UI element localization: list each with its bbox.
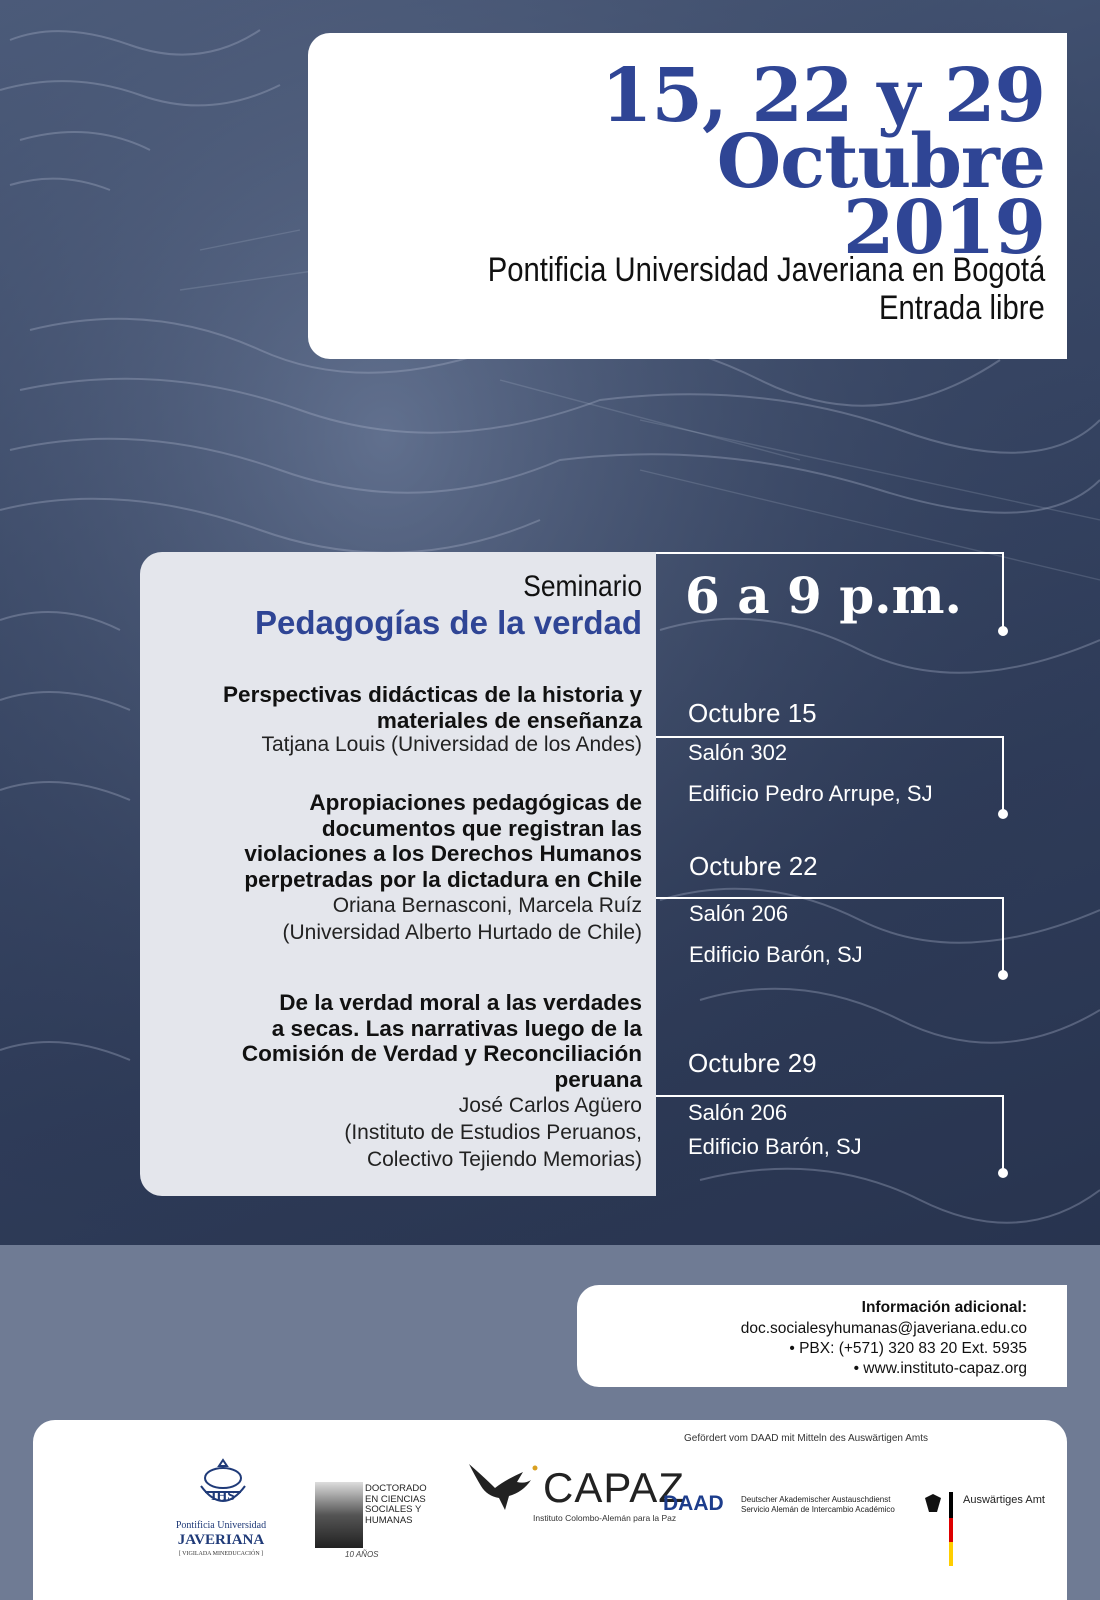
- seminar-time: 6 a 9 p.m.: [685, 566, 962, 625]
- talk-author-line: José Carlos Agüero: [458, 1094, 642, 1117]
- doctorado-text: [365, 1484, 427, 1526]
- doctorado-logo: [315, 1482, 427, 1559]
- connector-dot: [998, 809, 1008, 819]
- daad-name: DAAD: [663, 1492, 724, 1515]
- event-dates: 15, 22 y 29: [601, 53, 1045, 139]
- capaz-dove-icon: [465, 1458, 545, 1518]
- connector-dot: [998, 626, 1008, 636]
- schedule-date-1: Octubre 15: [688, 698, 817, 728]
- talk-author-line: Colectivo Tejiendo Memorias): [366, 1148, 642, 1171]
- talk-title-line: a secas. Las narrativas luego de la: [271, 1015, 642, 1041]
- svg-text:IHS: IHS: [210, 1489, 236, 1504]
- auswaertiges-amt-name: Auswärtiges Amt: [963, 1494, 1045, 1506]
- talk-author-line: Tatjana Louis (Universidad de los Andes): [261, 733, 642, 756]
- funding-note: Gefördert vom DAAD mit Mitteln des Auswärtigen Amts: [684, 1433, 928, 1444]
- talk-title-line: Apropiaciones pedagógicas de: [309, 790, 642, 815]
- daad-subtitle: [741, 1495, 895, 1515]
- javeriana-crest-icon: [191, 1456, 255, 1520]
- capaz-subtitle: Instituto Colombo-Alemán para la Paz: [533, 1513, 677, 1523]
- schedule-building-3: Edificio Barón, SJ: [688, 1134, 862, 1159]
- javeriana-name-line3: [ VIGILADA MINEDUCACIÓN ]: [178, 1551, 264, 1557]
- doctorado-line: SOCIALES Y: [365, 1504, 422, 1515]
- info-web-link[interactable]: • www.instituto-capaz.org: [853, 1360, 1027, 1377]
- sponsor-strip: [33, 1420, 1067, 1600]
- talk-title-line: Comisión de Verdad y Reconciliación: [241, 1041, 642, 1066]
- connector-dot: [998, 970, 1008, 980]
- info-heading: Información adicional:: [861, 1299, 1027, 1316]
- doctorado-line: HUMANAS: [365, 1514, 413, 1526]
- talk-title-line: materiales de enseñanza: [376, 707, 642, 733]
- talk-author-line: (Universidad Alberto Hurtado de Chile): [282, 921, 642, 944]
- doctorado-image: [315, 1482, 363, 1548]
- schedule-room-1: Salón 302: [688, 740, 788, 765]
- event-admission: Entrada libre: [879, 289, 1045, 327]
- javeriana-name-line2: JAVERIANA: [177, 1532, 265, 1548]
- doctorado-line: EN CIENCIAS: [365, 1493, 426, 1505]
- talk-title-line: De la verdad moral a las verdades: [279, 990, 642, 1015]
- event-month: Octubre: [716, 119, 1045, 205]
- talk-title-line: violaciones a los Derechos Humanos: [244, 841, 642, 866]
- talk-title-line: documentos que registran las: [321, 815, 642, 841]
- talk-title-line: Perspectivas didácticas de la historia y: [223, 682, 642, 707]
- talk-title-line: perpetradas por la dictadura en Chile: [244, 866, 642, 892]
- talk-author-line: (Instituto de Estudios Peruanos,: [344, 1121, 642, 1144]
- schedule-building-1: Edificio Pedro Arrupe, SJ: [688, 781, 933, 806]
- schedule-room-2: Salón 206: [689, 901, 789, 926]
- schedule-date-3: Octubre 29: [688, 1048, 817, 1078]
- connector-dot: [998, 1168, 1008, 1178]
- event-venue: Pontificia Universidad Javeriana en Bogotá: [487, 251, 1045, 289]
- info-box: [577, 1285, 1067, 1387]
- talk-author-line: Oriana Bernasconi, Marcela Ruíz: [332, 894, 642, 917]
- talk-title-line: peruana: [554, 1066, 642, 1092]
- german-eagle-flag-icon: [921, 1492, 959, 1568]
- javeriana-name-line1: Pontificia Universidad: [175, 1520, 267, 1531]
- schedule-building-2: Edificio Barón, SJ: [689, 942, 863, 967]
- capaz-name: CAPAZ: [543, 1464, 685, 1511]
- info-phone: • PBX: (+571) 320 83 20 Ext. 5935: [789, 1340, 1027, 1357]
- seminar-label: Seminario: [523, 570, 642, 603]
- doctorado-years: 10 AÑOS: [345, 1550, 379, 1559]
- schedule-room-3: Salón 206: [688, 1100, 788, 1125]
- seminar-title: Pedagogías de la verdad: [255, 604, 642, 641]
- daad-subtitle-line: Servicio Alemán de Intercambio Académico: [741, 1505, 895, 1514]
- daad-subtitle-line: Deutscher Akademischer Austauschdienst: [741, 1495, 891, 1504]
- event-year: 2019: [843, 185, 1045, 271]
- info-email-link[interactable]: doc.socialesyhumanas@javeriana.edu.co: [740, 1320, 1027, 1337]
- doctorado-line: DOCTORADO: [365, 1483, 427, 1494]
- schedule-date-2: Octubre 22: [689, 851, 818, 881]
